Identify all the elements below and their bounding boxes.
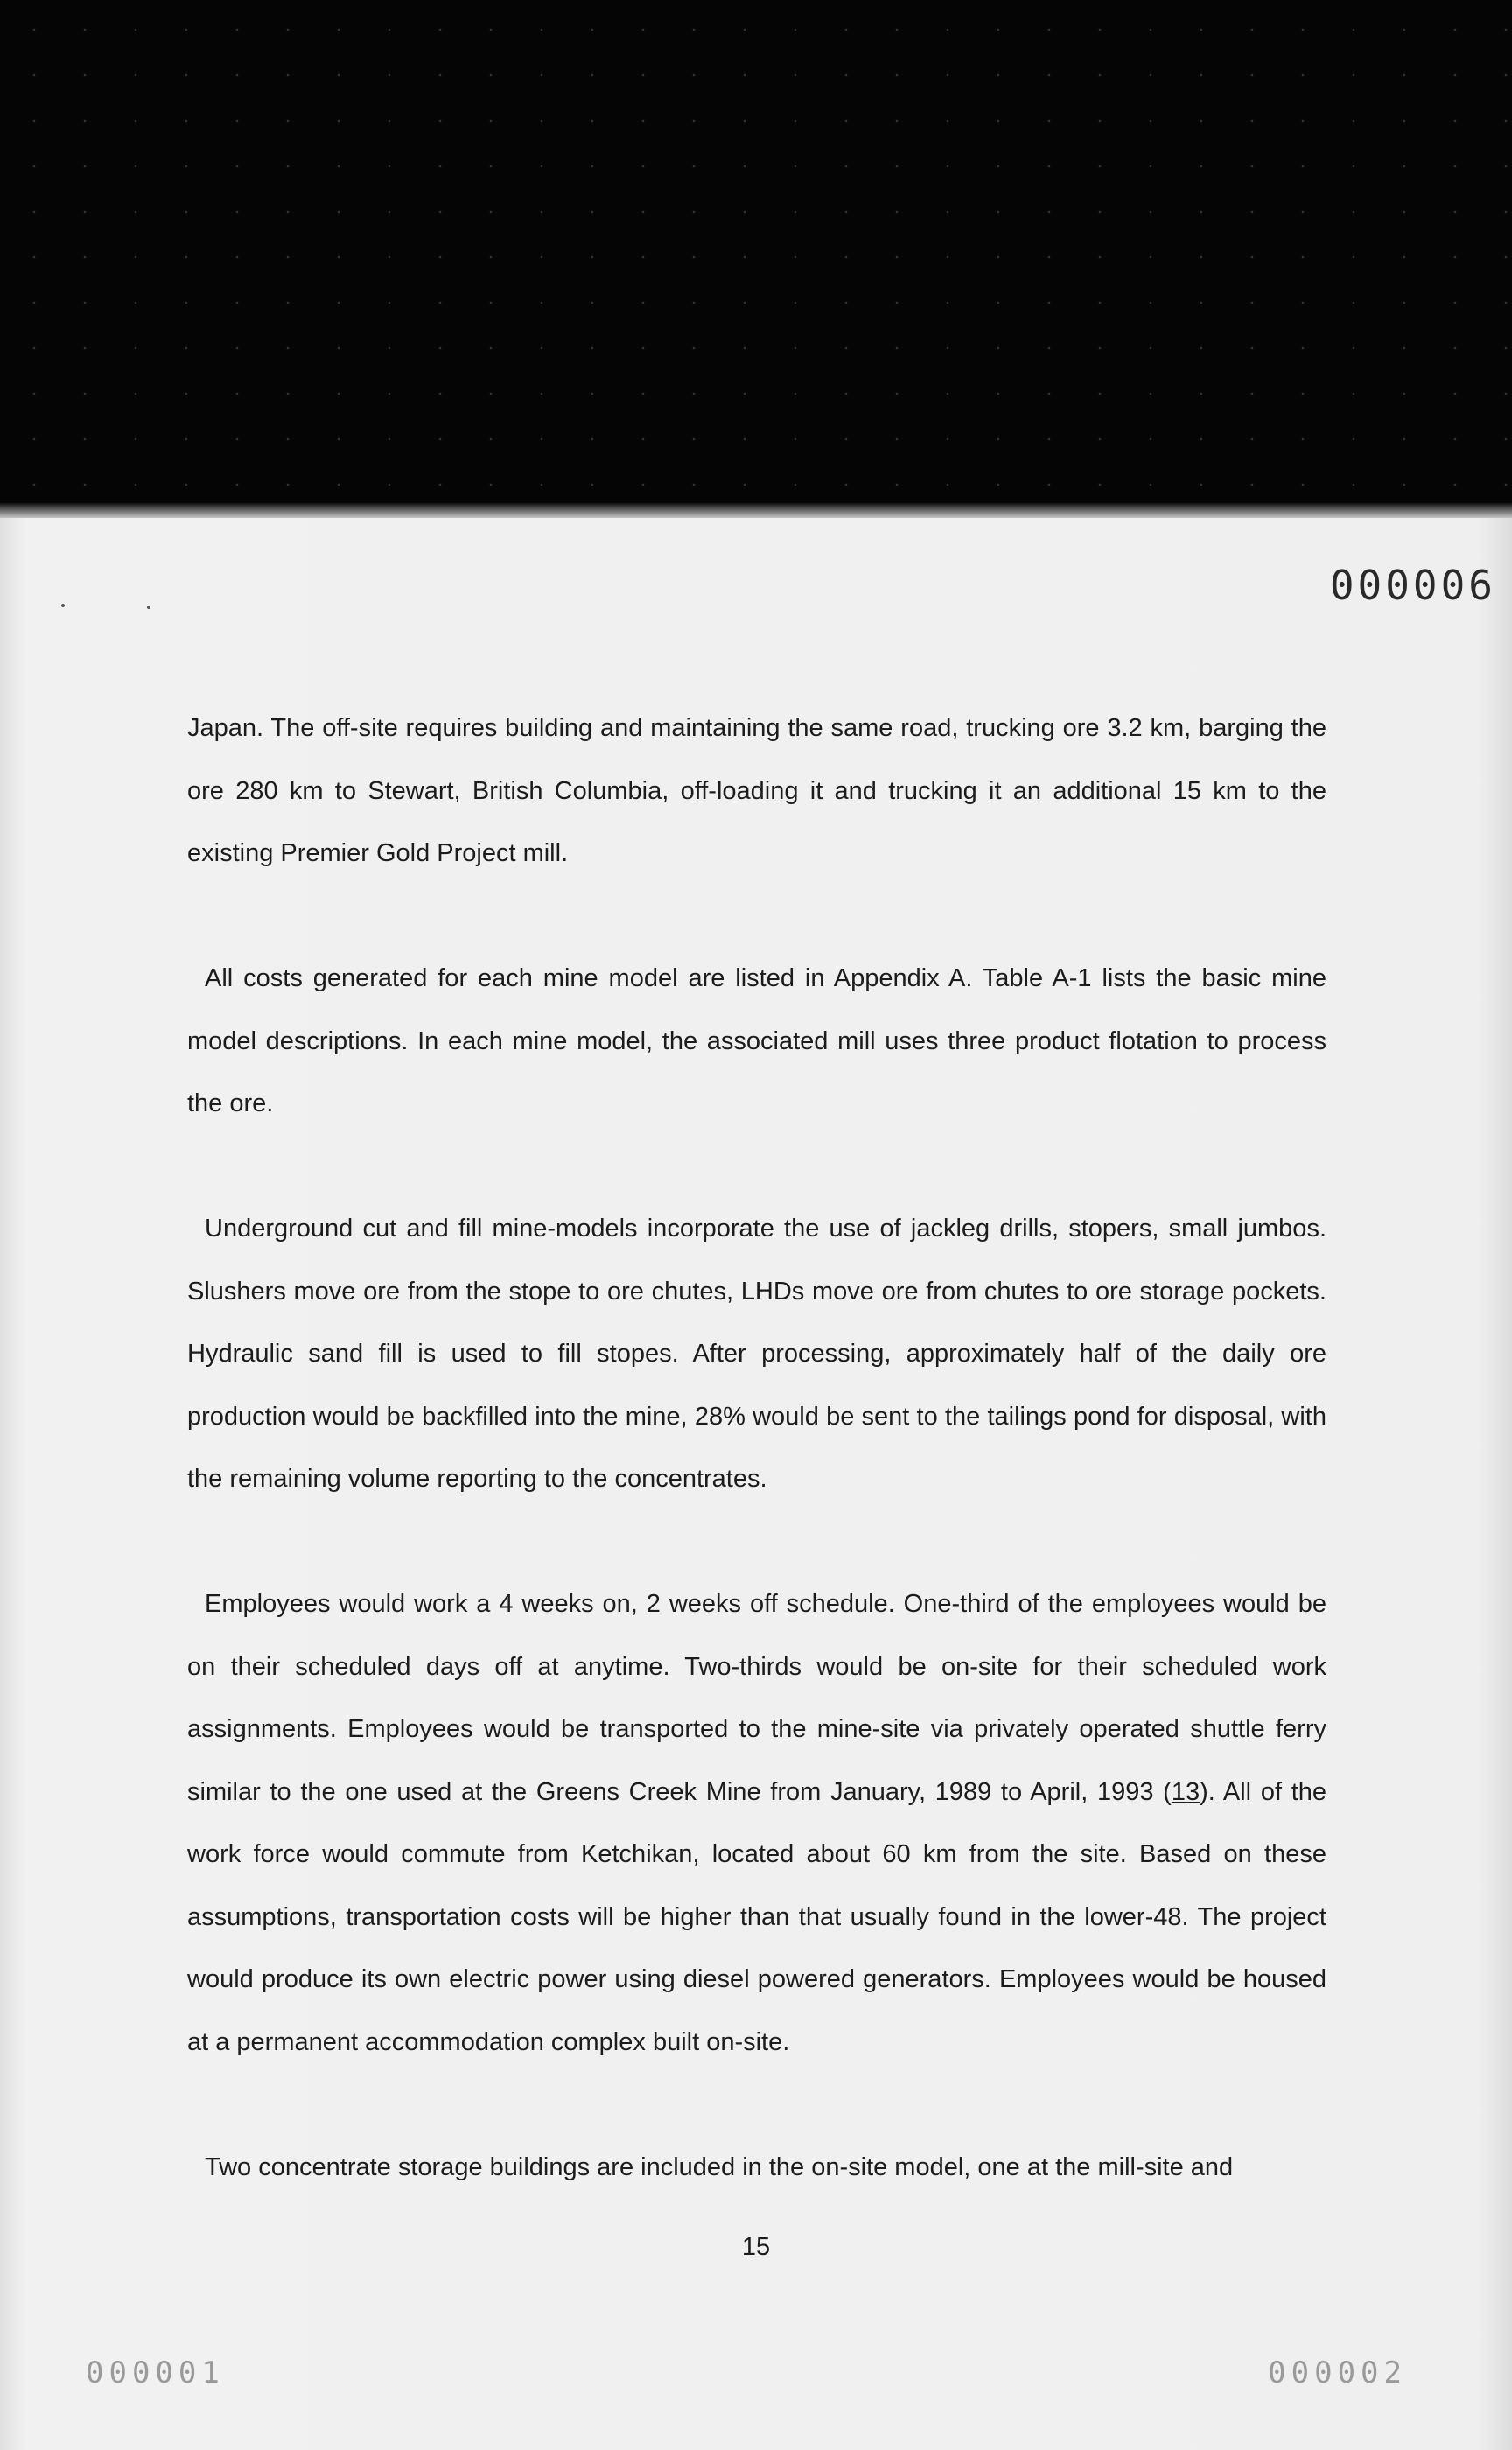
- page-stamp: 000006: [1329, 562, 1496, 609]
- paragraph-2: All costs generated for each mine model are listed in Appendix A. Table A-1 lists the basic mine model descriptions. In each mine model, the associated mill uses three product flotation to process the ore.: [187, 964, 1326, 1117]
- scan-speck: [147, 606, 150, 609]
- footer-stamp-left: 000001: [86, 2356, 225, 2390]
- page-edge: [0, 503, 1512, 519]
- page-number: 15: [741, 2233, 771, 2261]
- scanner-background: [0, 0, 1512, 516]
- paragraph-1: Japan. The off-site requires building and maintaining the same road, trucking ore 3.2 km, barging the ore 280 km to Stewart, British Columbia, off-loading it and trucking it an additional 15 km to the existing Premier Gold Project mill.: [187, 714, 1326, 867]
- body-text: [187, 697, 1326, 2262]
- paragraph-3: Underground cut and fill mine-models incorporate the use of jackleg drills, stopers, small jumbos. Slushers move ore from the stope to ore chutes, LHDs move ore from chutes to ore storage pockets. Hydraulic sand fill is used to fill stopes. After processing, approximately half of the daily ore production would be backfilled into the mine, 28% would be sent to the tailings pond for disposal, with the remaining volume reporting to the concentrates.: [187, 1214, 1326, 1493]
- paragraph-5: Two concentrate storage buildings are included in the on-site model, one at the mill-site and: [205, 2152, 1234, 2181]
- footer-stamp-right: 000002: [1268, 2356, 1407, 2390]
- scan-speck: [61, 604, 65, 607]
- paragraph-4-text-b: ). All of the work force would commute from Ketchikan, located about 60 km from the site. Based on these assumptions, transportation costs will be higher than that usually found in the lower-48. The project would produce its own electric power using diesel powered generators. Employees would be housed at a permanent accommodation complex built on-site.: [187, 1777, 1327, 2056]
- reference-link[interactable]: 13: [1171, 1777, 1200, 1806]
- document-page: [0, 518, 1512, 2450]
- paragraph-4-text-a: Employees would work a 4 weeks on, 2 weeks off schedule. One-third of the employees would be on their scheduled days off at anytime. Two-thirds would be on-site for their scheduled work assignments. Employees would be transported to the mine-site via privately operated shuttle ferry similar to the one used at the Greens Creek Mine from January, 1989 to April, 1993 (: [187, 1590, 1326, 1806]
- paragraph-4: [187, 1573, 1326, 2074]
